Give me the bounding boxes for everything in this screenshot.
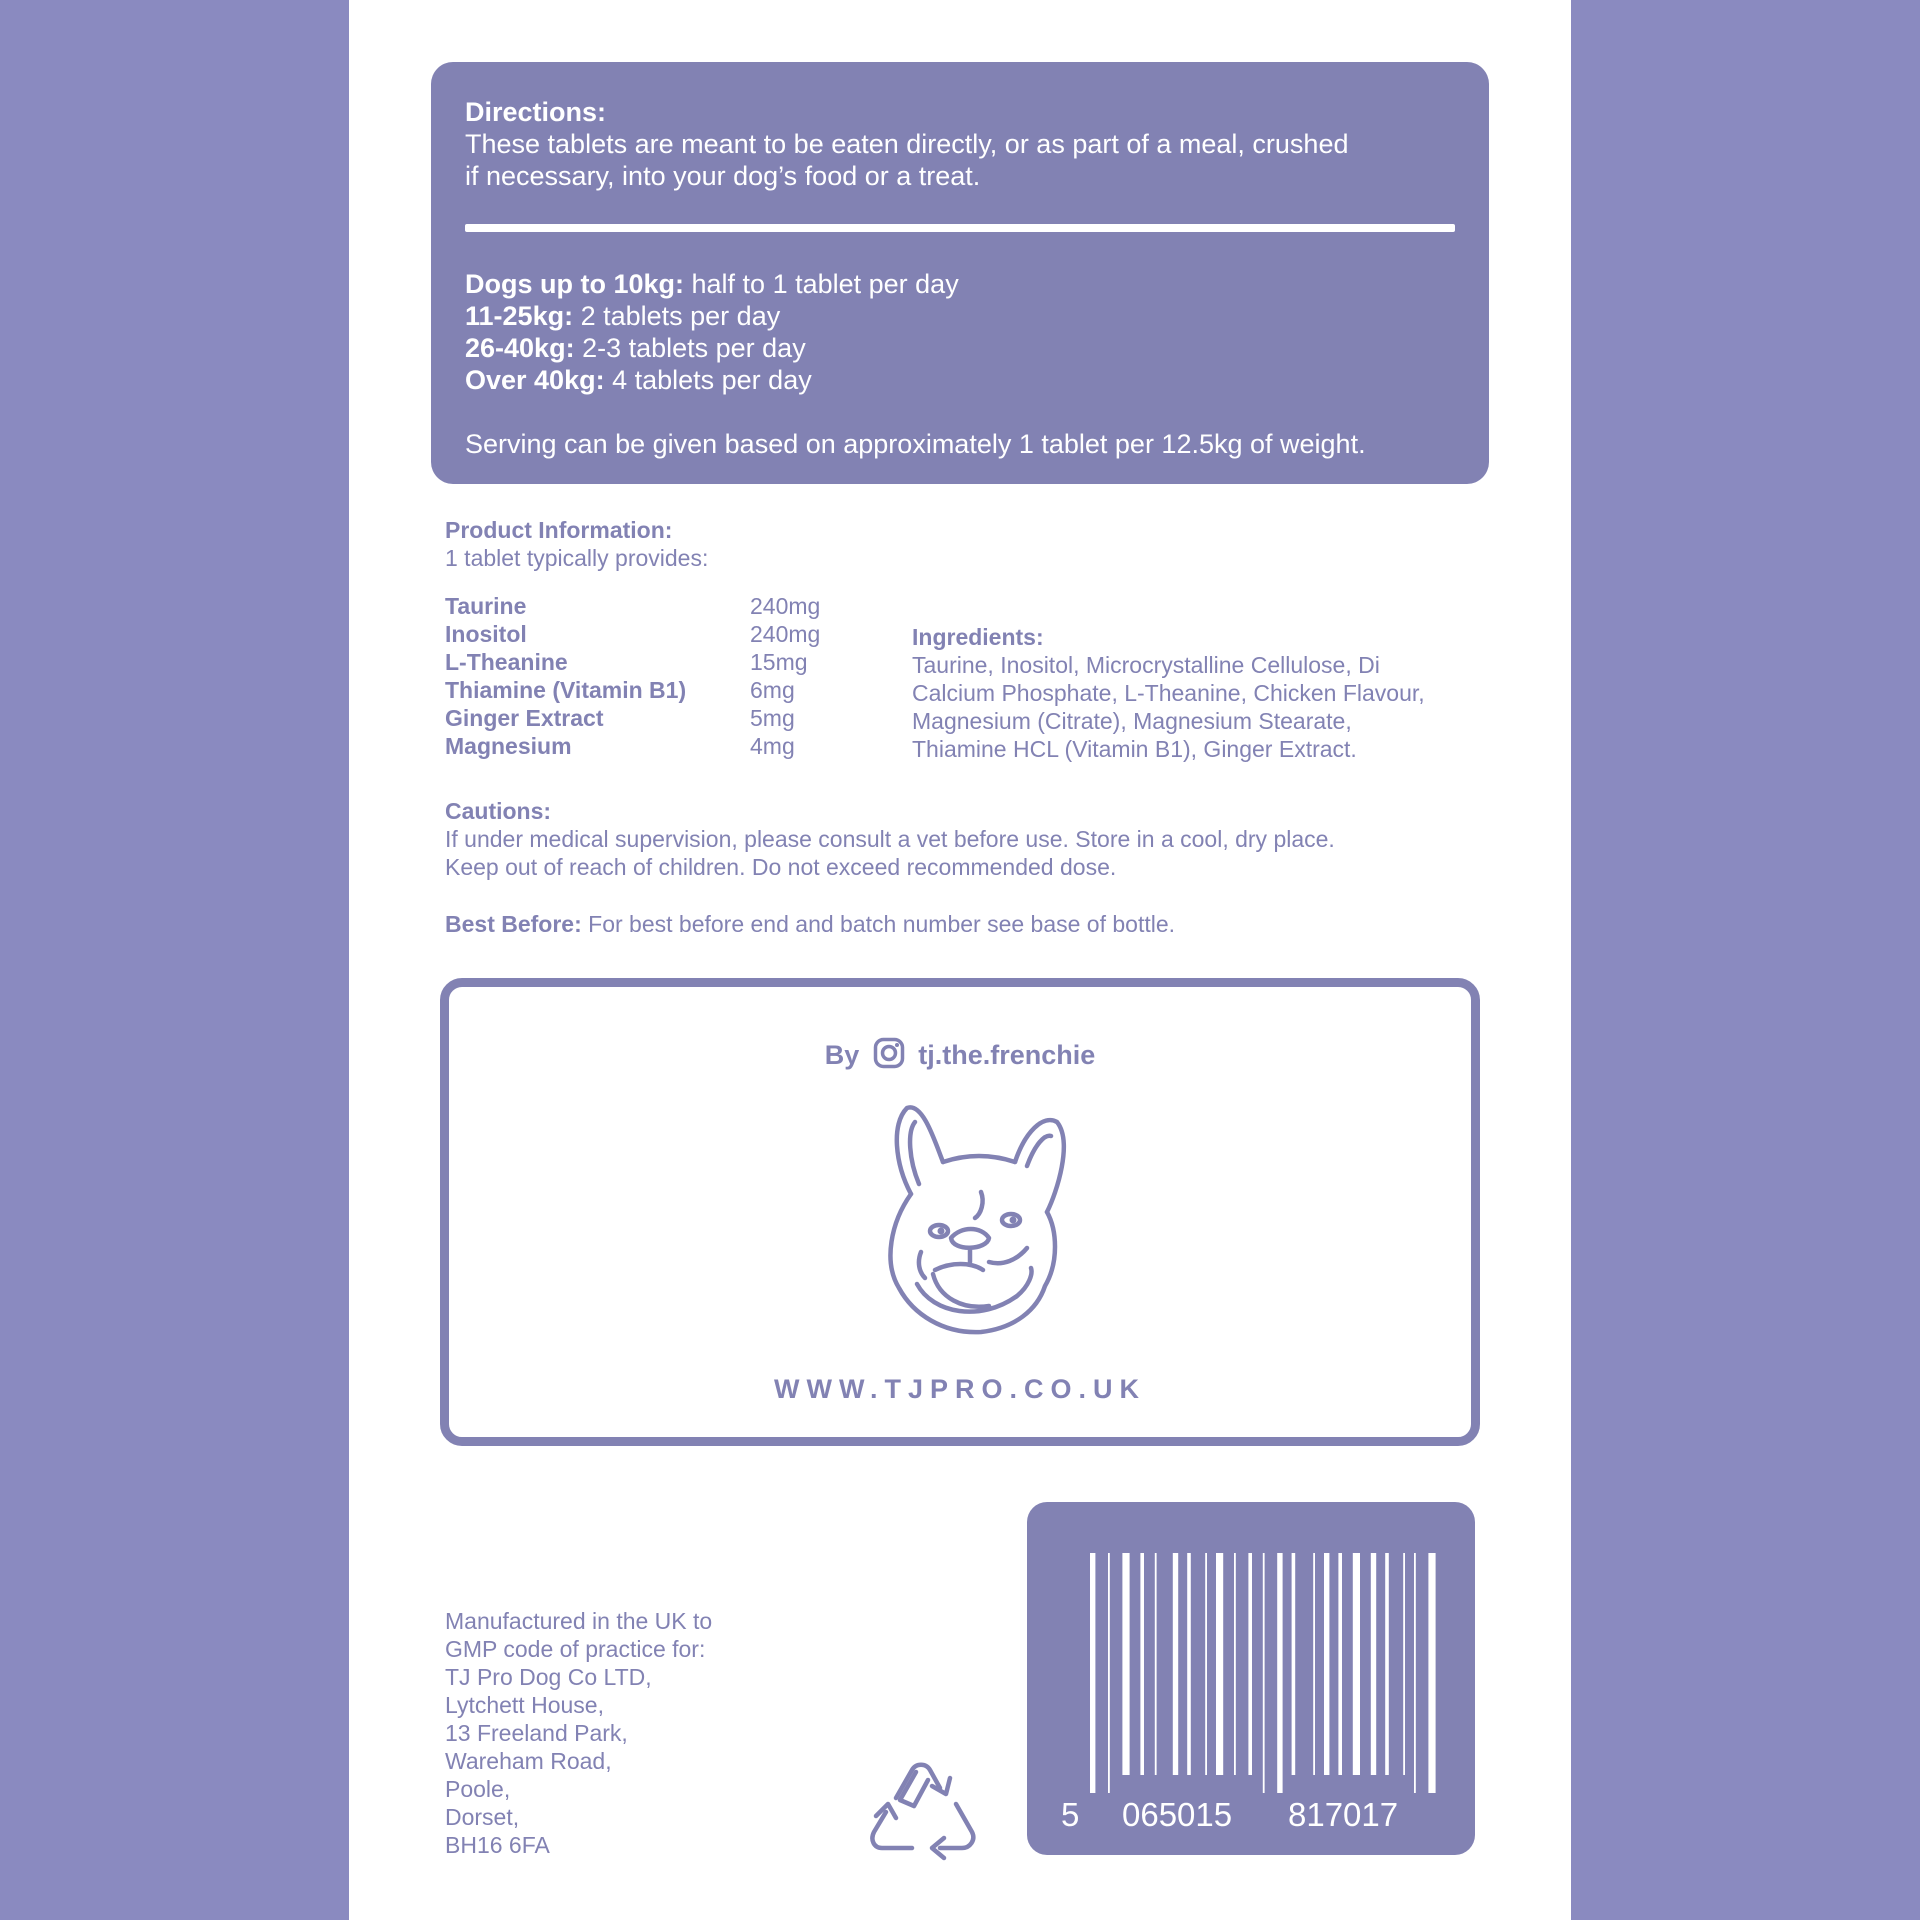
product-info-subheading: 1 tablet typically provides: bbox=[445, 545, 709, 571]
dosage-text: 2-3 tablets per day bbox=[574, 333, 806, 363]
dosage-label: 11-25kg: bbox=[465, 301, 574, 331]
barcode-bar bbox=[1371, 1553, 1376, 1775]
serving-note: Serving can be given based on approximately 1 tablet per 12.5kg of weight. bbox=[465, 429, 1366, 459]
directions-box bbox=[431, 62, 1489, 484]
cautions-heading: Cautions: bbox=[445, 798, 552, 824]
barcode-bar bbox=[1263, 1553, 1265, 1793]
ingredients-line: Taurine, Inositol, Microcrystalline Cellulose, Di bbox=[912, 652, 1380, 678]
nutrient-name: Thiamine (Vitamin B1) bbox=[445, 677, 687, 703]
directions-line-1: These tablets are meant to be eaten directly, or as part of a meal, crushed bbox=[465, 129, 1349, 159]
nutrient-row bbox=[445, 648, 865, 676]
barcode-bar bbox=[1205, 1553, 1207, 1775]
ingredients-line: Thiamine HCL (Vitamin B1), Ginger Extract. bbox=[912, 736, 1357, 762]
cautions-line-1: If under medical supervision, please consult a vet before use. Store in a cool, dry place. bbox=[445, 826, 1335, 852]
instagram-icon bbox=[873, 1037, 905, 1077]
ingredients-heading: Ingredients: bbox=[912, 624, 1044, 650]
nutrient-row bbox=[445, 704, 865, 732]
nutrient-name: L-Theanine bbox=[445, 649, 568, 675]
nutrient-amount: 240mg bbox=[750, 593, 821, 619]
address-line: Manufactured in the UK to bbox=[445, 1608, 713, 1634]
address-line: Dorset, bbox=[445, 1804, 520, 1830]
nutrient-amount: 6mg bbox=[750, 677, 795, 703]
address-line: TJ Pro Dog Co LTD, bbox=[445, 1664, 652, 1690]
product-information bbox=[445, 516, 1495, 572]
barcode-bar bbox=[1108, 1553, 1110, 1793]
website-url: WWW.TJPRO.CO.UK bbox=[774, 1374, 1146, 1404]
instagram-handle: tj.the.frenchie bbox=[918, 1040, 1096, 1071]
nutrient-amount: 4mg bbox=[750, 733, 795, 759]
dosage-line bbox=[465, 332, 1455, 364]
barcode-bar bbox=[1277, 1553, 1282, 1793]
dosage-text: 2 tablets per day bbox=[573, 301, 781, 331]
address-line: 13 Freeland Park, bbox=[445, 1720, 628, 1746]
dosage-label: 26-40kg: bbox=[465, 333, 575, 363]
barcode-bar bbox=[1353, 1553, 1360, 1775]
barcode-bar bbox=[1187, 1553, 1191, 1775]
address-line: Wareham Road, bbox=[445, 1748, 612, 1774]
best-before-text: For best before end and batch number see base of bottle. bbox=[581, 911, 1176, 937]
barcode-digits-left: 065015 bbox=[1122, 1796, 1233, 1833]
nutrient-table bbox=[445, 592, 865, 760]
address-line: BH16 6FA bbox=[445, 1832, 550, 1858]
dosage-label: Over 40kg: bbox=[465, 365, 605, 395]
nutrient-amount: 5mg bbox=[750, 705, 795, 731]
barcode-bar bbox=[1403, 1553, 1405, 1775]
ingredients bbox=[912, 623, 1502, 763]
nutrient-amount: 240mg bbox=[750, 621, 821, 647]
barcode-bar bbox=[1122, 1553, 1129, 1775]
dosage-text: 4 tablets per day bbox=[604, 365, 812, 395]
barcode-bar bbox=[1324, 1553, 1329, 1775]
nutrient-row bbox=[445, 620, 865, 648]
barcode-bar bbox=[1248, 1553, 1252, 1775]
nutrient-amount: 15mg bbox=[750, 649, 808, 675]
best-before-label: Best Before: bbox=[445, 911, 582, 937]
dosage-line bbox=[465, 364, 1455, 396]
by-label: By bbox=[824, 1040, 860, 1071]
dosage-line bbox=[465, 300, 1455, 332]
directions-divider bbox=[465, 224, 1455, 232]
french-bulldog-logo bbox=[877, 1102, 1077, 1342]
barcode-digits-prefix: 5 bbox=[1061, 1796, 1080, 1833]
barcode-bar bbox=[1090, 1553, 1095, 1793]
barcode-digits-right: 817017 bbox=[1288, 1796, 1399, 1833]
barcode-bar bbox=[1313, 1553, 1315, 1775]
barcode-bar bbox=[1292, 1553, 1296, 1775]
nutrient-row bbox=[445, 676, 865, 704]
brand-byline bbox=[449, 1037, 1471, 1077]
barcode-bar bbox=[1216, 1553, 1223, 1775]
barcode-bar bbox=[1173, 1553, 1178, 1775]
nutrient-row bbox=[445, 732, 865, 760]
best-before bbox=[445, 910, 1515, 938]
barcode-bars bbox=[1027, 1502, 1475, 1855]
barcode-bar bbox=[1155, 1553, 1157, 1775]
barcode-bar bbox=[1234, 1553, 1236, 1775]
dosage-label: Dogs up to 10kg: bbox=[465, 269, 685, 299]
nutrient-name: Inositol bbox=[445, 621, 527, 647]
product-info-heading: Product Information: bbox=[445, 517, 673, 543]
nutrient-row bbox=[445, 592, 865, 620]
address-line: Poole, bbox=[445, 1776, 511, 1802]
address-line: Lytchett House, bbox=[445, 1692, 604, 1718]
dosage-text: half to 1 tablet per day bbox=[684, 269, 959, 299]
nutrient-name: Taurine bbox=[445, 593, 527, 619]
barcode-bar bbox=[1338, 1553, 1342, 1775]
dosage-line bbox=[465, 268, 1455, 300]
barcode-bar bbox=[1140, 1553, 1144, 1775]
cautions-line-2: Keep out of reach of children. Do not exceed recommended dose. bbox=[445, 854, 1117, 880]
cautions bbox=[445, 797, 1515, 881]
barcode bbox=[1027, 1502, 1475, 1855]
recycle-icon bbox=[860, 1748, 984, 1870]
directions-line-2: if necessary, into your dog’s food or a treat. bbox=[465, 161, 981, 191]
ingredients-line: Magnesium (Citrate), Magnesium Stearate, bbox=[912, 708, 1352, 734]
brand-box bbox=[440, 978, 1480, 1446]
barcode-bar bbox=[1414, 1553, 1416, 1793]
address-line: GMP code of practice for: bbox=[445, 1636, 706, 1662]
nutrient-name: Magnesium bbox=[445, 733, 572, 759]
directions-heading: Directions: bbox=[465, 97, 607, 127]
barcode-bar bbox=[1385, 1553, 1389, 1775]
ingredients-line: Calcium Phosphate, L-Theanine, Chicken Flavour, bbox=[912, 680, 1425, 706]
barcode-bar bbox=[1428, 1553, 1435, 1793]
manufacturer-address bbox=[445, 1607, 765, 1859]
nutrient-name: Ginger Extract bbox=[445, 705, 604, 731]
